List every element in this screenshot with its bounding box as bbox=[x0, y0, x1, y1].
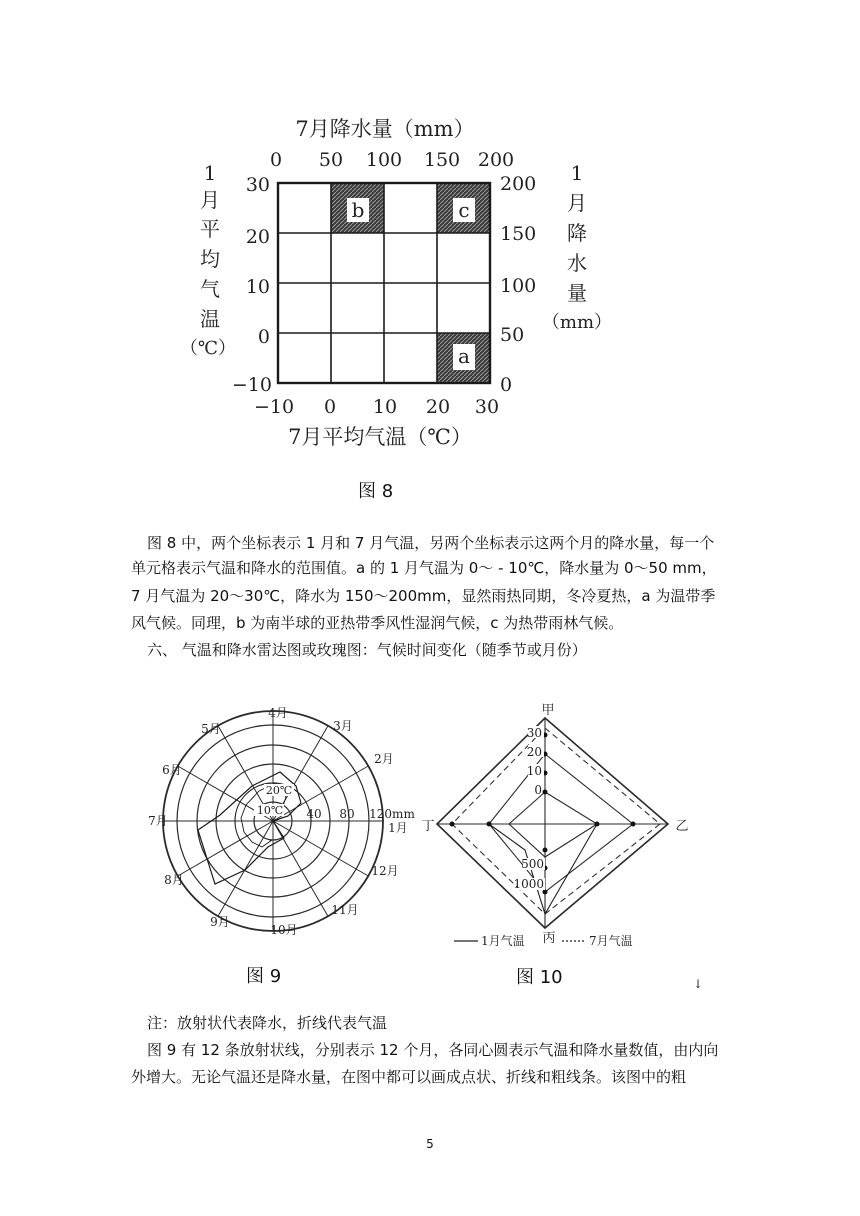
fig8-left-ticks bbox=[232, 174, 272, 396]
fig9-precip-label-40: 40 bbox=[306, 807, 322, 821]
fig8-right-title-char: 1 bbox=[570, 161, 584, 185]
fig8-right-title-char: 量 bbox=[567, 281, 587, 305]
page-number: 5 bbox=[426, 1137, 434, 1151]
fig9-precip-label-80: 80 bbox=[339, 807, 355, 821]
fig8-right-title-char: 月 bbox=[567, 191, 587, 215]
fig8-label-b: b bbox=[351, 198, 365, 222]
fig8-bottom-tick: 20 bbox=[425, 396, 451, 418]
fig8-caption: 图 8 bbox=[358, 481, 394, 502]
fig9-month: 2月 bbox=[374, 752, 394, 766]
fig8-label-a: a bbox=[458, 344, 470, 368]
fig9-month: 11月 bbox=[331, 903, 359, 917]
fig10-label-top: 甲 bbox=[541, 703, 555, 718]
fig8-left-axis-title bbox=[180, 161, 236, 359]
fig8-left-title-char: 均 bbox=[200, 247, 220, 271]
fig10-temp-tick: 30 bbox=[526, 726, 542, 740]
fig8-bottom-axis-title: 7月平均气温（℃） bbox=[288, 425, 472, 449]
fig10-label-bottom: 丙 bbox=[542, 931, 556, 946]
fig8-top-axis-title: 7月降水量（mm） bbox=[295, 117, 475, 141]
text-line: 单元格表示气温和降水的范围值。a 的 1 月气温为 0～ - 10℃，降水量为 0～50 mm， bbox=[131, 559, 717, 577]
fig8-top-tick: 50 bbox=[318, 149, 344, 171]
fig8-top-ticks bbox=[270, 149, 514, 171]
fig9-month: 12月 bbox=[371, 864, 399, 878]
fig8-top-tick: 100 bbox=[365, 149, 403, 171]
text-line: 风气候。同理，b 为南半球的亚热带季风性湿润气候，c 为热带雨林气候。 bbox=[131, 614, 624, 632]
fig9-month: 8月 bbox=[164, 873, 184, 887]
fig10-temp-tick: 20 bbox=[526, 745, 542, 759]
fig8-left-tick: 30 bbox=[245, 174, 270, 196]
text-line: 图 9 有 12 条放射状线，分别表示 12 个月，各同心圆表示气温和降水量数值，由内向 bbox=[147, 1041, 719, 1059]
fig9-month: 7月 bbox=[148, 814, 168, 828]
fig9-month: 10月 bbox=[270, 923, 298, 937]
fig8-left-tick: 0 bbox=[257, 326, 270, 348]
fig8-left-title-char: 平 bbox=[200, 217, 220, 241]
fig8-bottom-tick: 30 bbox=[474, 396, 500, 418]
note-line: 注：放射状代表降水，折线代表气温 bbox=[147, 1014, 388, 1032]
fig10-precip-tick: 500 bbox=[521, 857, 544, 871]
fig8-grid bbox=[278, 183, 490, 383]
fig10-label-right: 乙 bbox=[675, 819, 689, 834]
fig9-temp-label-20: 20℃ bbox=[265, 784, 293, 797]
fig8-left-title-char: 1 bbox=[203, 161, 217, 185]
text-line: 7 月气温为 20～30℃，降水为 150～200mm，显然雨热同期，冬冷夏热，a 为温带季 bbox=[131, 587, 716, 605]
section-heading: 六、 气温和降水雷达图或玫瑰图：气候时间变化（随季节或月份） bbox=[147, 641, 587, 659]
fig8-label-c: c bbox=[458, 198, 470, 222]
fig9-month: 1月 bbox=[388, 821, 408, 835]
fig8-right-tick: 150 bbox=[500, 223, 537, 245]
fig10-tick-labels bbox=[513, 726, 545, 891]
fig8-left-title-char: （℃） bbox=[179, 338, 237, 359]
fig8-left-tick: −10 bbox=[231, 374, 272, 396]
text-line: 外增大。无论气温还是降水量，在图中都可以画成点状、折线和粗线条。该图中的粗 bbox=[131, 1068, 687, 1086]
fig8-top-tick: 200 bbox=[477, 149, 515, 171]
fig9-caption: 图 9 bbox=[246, 966, 282, 987]
fig8-left-tick: 20 bbox=[245, 226, 270, 248]
fig10-legend-jan: 1月气温 bbox=[481, 934, 525, 948]
fig8-right-title-char: 水 bbox=[567, 251, 587, 275]
fig8-right-tick: 100 bbox=[500, 275, 537, 297]
fig8-right-tick: 200 bbox=[500, 173, 537, 195]
text-line: 图 8 中，两个坐标表示 1 月和 7 月气温，另两个坐标表示这两个月的降水量，每一个 bbox=[147, 534, 715, 552]
fig8-right-axis-title bbox=[542, 161, 612, 333]
fig8-left-title-char: 温 bbox=[200, 307, 220, 331]
fig8-left-title-char: 气 bbox=[200, 277, 220, 301]
fig8-bottom-tick: −10 bbox=[253, 396, 295, 418]
fig10-label-left: 丁 bbox=[421, 819, 435, 834]
fig8-bottom-ticks bbox=[254, 396, 499, 418]
fig9-month: 4月 bbox=[268, 706, 288, 720]
fig9-temp-label-10: 10℃ bbox=[256, 804, 284, 817]
fig8-right-title-char: （mm） bbox=[541, 312, 613, 333]
figure-8-climate-grid bbox=[0, 0, 860, 520]
fig8-right-tick: 50 bbox=[500, 324, 525, 346]
fig9-month: 5月 bbox=[201, 722, 221, 736]
fig8-right-ticks bbox=[500, 173, 536, 396]
fig8-left-title-char: 月 bbox=[200, 188, 220, 212]
fig10-precip-tick: 1000 bbox=[513, 877, 544, 891]
figure-10-climate-diamond bbox=[0, 690, 860, 990]
fig9-month: 6月 bbox=[162, 763, 182, 777]
fig10-temp-tick: 10 bbox=[526, 764, 542, 778]
fig9-month: 9月 bbox=[210, 915, 230, 929]
fig8-right-tick: 0 bbox=[500, 374, 513, 396]
fig9-precip-label-120: 120mm bbox=[369, 807, 415, 821]
fig10-temp-tick: 0 bbox=[534, 783, 542, 797]
fig10-legend-jul: 7月气温 bbox=[589, 934, 633, 948]
fig10-caption: 图 10 bbox=[516, 967, 563, 988]
fig8-bottom-tick: 0 bbox=[323, 396, 337, 418]
fig9-month: 3月 bbox=[333, 719, 353, 733]
fig8-bottom-tick: 10 bbox=[372, 396, 398, 418]
fig8-top-tick: 0 bbox=[269, 149, 283, 171]
fig8-left-tick: 10 bbox=[245, 276, 270, 298]
fig8-top-tick: 150 bbox=[423, 149, 461, 171]
fig8-right-title-char: 降 bbox=[567, 221, 587, 245]
fig10-arrow-mark: ↓ bbox=[693, 977, 704, 990]
